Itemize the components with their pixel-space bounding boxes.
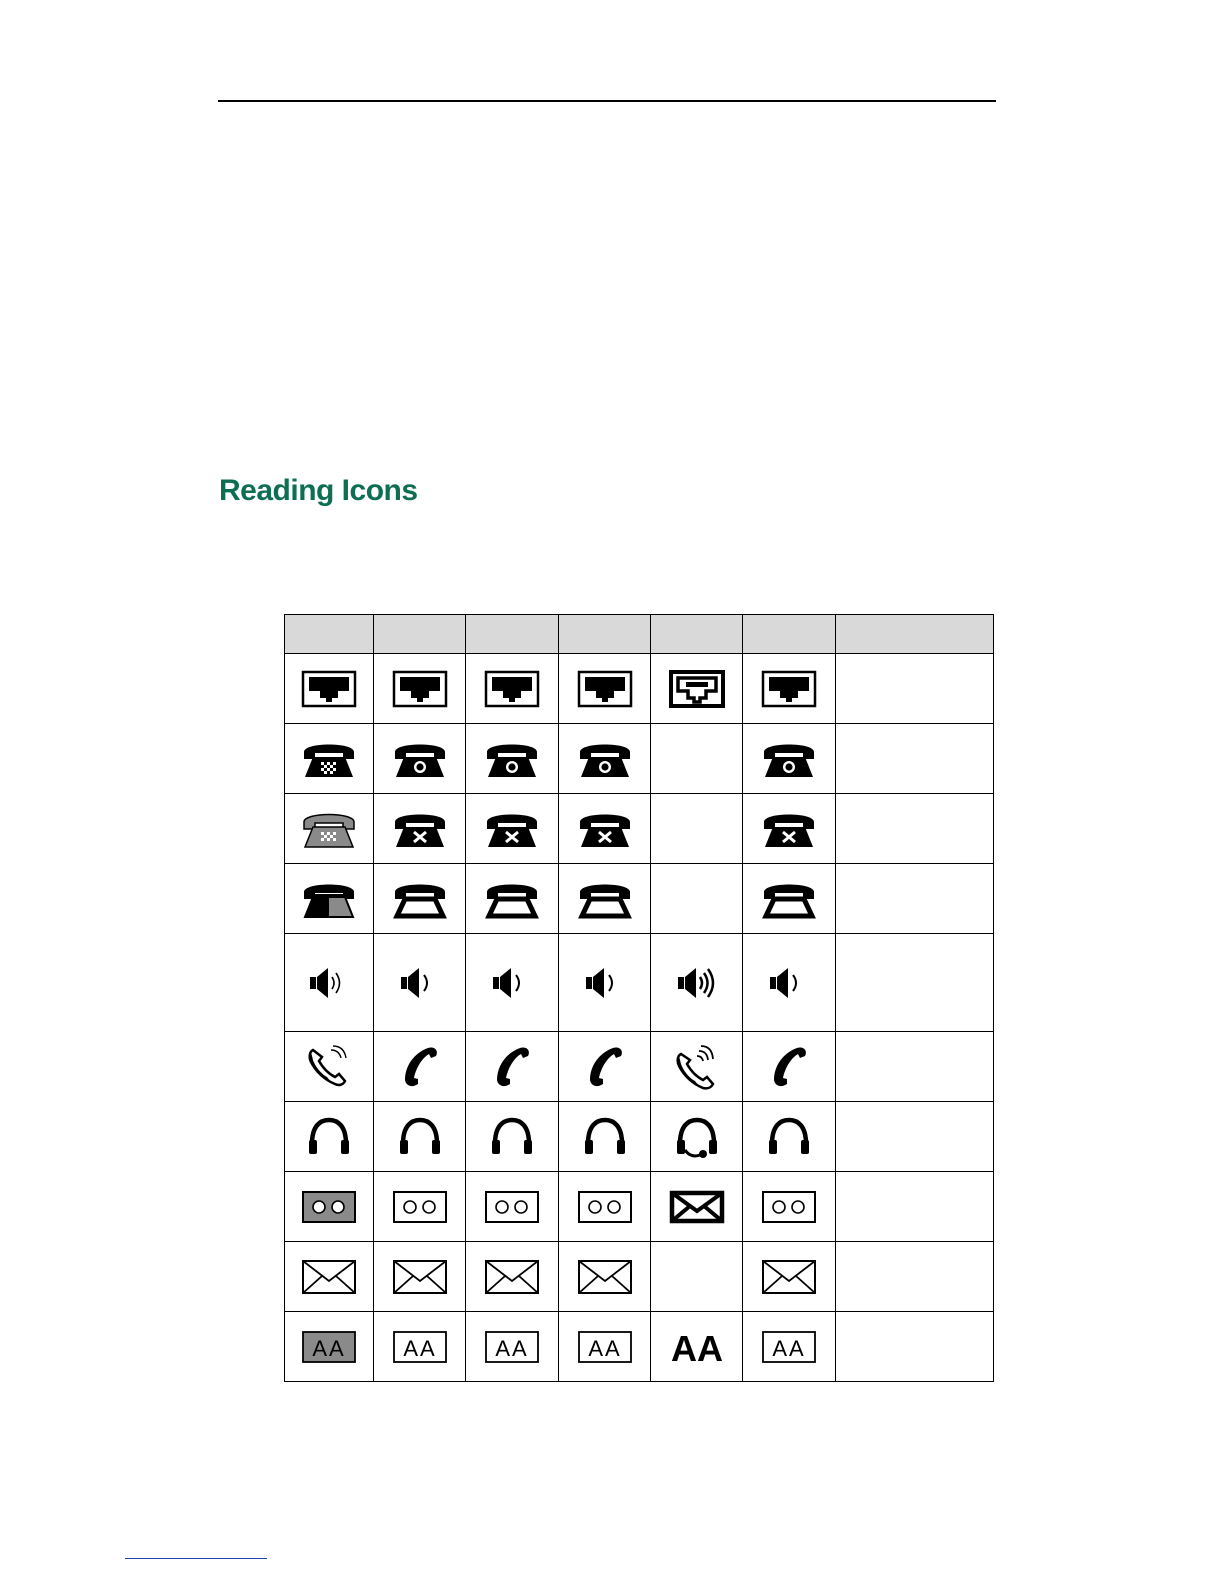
icon-cell <box>743 1032 836 1102</box>
handset-icon <box>583 1044 627 1090</box>
icon-cell <box>651 1032 743 1102</box>
description-cell <box>836 934 994 1032</box>
phone-x-icon <box>484 809 540 849</box>
icon-cell <box>651 724 743 794</box>
table-row <box>285 864 994 934</box>
icon-cell <box>559 1312 651 1382</box>
icon-cell <box>374 654 466 724</box>
phone-half-icon <box>301 879 357 919</box>
icon-cell <box>374 1032 466 1102</box>
phone-x-icon <box>761 809 817 849</box>
header-cell <box>374 615 466 654</box>
phone-circle-icon <box>392 739 448 779</box>
icon-cell <box>466 1312 559 1382</box>
svg-text:AA: AA <box>312 1335 346 1361</box>
table-row <box>285 1312 994 1382</box>
text-aa-bold-icon <box>669 1330 725 1364</box>
icon-cell <box>285 654 374 724</box>
speaker-icon <box>489 963 535 1003</box>
icon-cell <box>743 934 836 1032</box>
table-row <box>285 934 994 1032</box>
icon-cell <box>559 1102 651 1172</box>
network-icon <box>577 670 633 708</box>
phone-x-icon <box>577 809 633 849</box>
svg-text:AA: AA <box>587 1335 622 1361</box>
description-cell <box>836 864 994 934</box>
description-cell <box>836 1102 994 1172</box>
phone-outline-icon <box>484 879 540 919</box>
header-rule <box>218 100 996 102</box>
icon-cell <box>374 864 466 934</box>
svg-text:AA: AA <box>670 1329 723 1364</box>
description-cell <box>836 1242 994 1312</box>
icon-cell <box>374 934 466 1032</box>
headset-icon <box>767 1116 811 1158</box>
handset-icon <box>767 1044 811 1090</box>
icon-cell <box>559 864 651 934</box>
icon-cell <box>559 1242 651 1312</box>
icon-cell <box>285 1102 374 1172</box>
phone-keypad-icon <box>301 739 357 779</box>
voicemail-icon <box>392 1190 448 1224</box>
text-aa-icon <box>484 1330 540 1364</box>
network-icon <box>484 670 540 708</box>
icon-cell <box>743 1172 836 1242</box>
icon-cell <box>466 1032 559 1102</box>
icon-cell <box>651 864 743 934</box>
header-cell <box>466 615 559 654</box>
phone-circle-icon <box>761 739 817 779</box>
icon-cell <box>374 1172 466 1242</box>
icon-cell <box>374 1242 466 1312</box>
icon-cell <box>466 1102 559 1172</box>
description-cell <box>836 794 994 864</box>
description-cell <box>836 1172 994 1242</box>
table-header-row <box>285 615 994 654</box>
icon-cell <box>743 654 836 724</box>
envelope-icon <box>484 1259 540 1295</box>
icon-cell <box>285 1172 374 1242</box>
icon-cell <box>743 1242 836 1312</box>
icon-cell <box>743 1312 836 1382</box>
icon-cell <box>651 794 743 864</box>
phone-circle-icon <box>577 739 633 779</box>
phone-circle-icon <box>484 739 540 779</box>
icon-cell <box>651 1242 743 1312</box>
icon-cell <box>285 864 374 934</box>
table-row <box>285 1172 994 1242</box>
icon-cell <box>743 864 836 934</box>
handset-icon <box>490 1044 534 1090</box>
table-row <box>285 794 994 864</box>
envelope-icon <box>392 1259 448 1295</box>
icon-cell <box>466 654 559 724</box>
phone-keypad-gray-icon <box>301 809 357 849</box>
svg-text:AA: AA <box>495 1335 529 1361</box>
icon-cell <box>466 724 559 794</box>
handset-ring-icon <box>307 1044 351 1090</box>
phone-outline-icon <box>392 879 448 919</box>
network-icon <box>761 670 817 708</box>
icon-cell <box>466 934 559 1032</box>
speaker-icon <box>397 963 443 1003</box>
icon-cell <box>651 1312 743 1382</box>
icon-cell <box>559 1032 651 1102</box>
header-cell <box>285 615 374 654</box>
text-aa-icon <box>392 1330 448 1364</box>
speaker-icon <box>766 963 812 1003</box>
icon-cell <box>743 724 836 794</box>
icon-cell <box>651 1172 743 1242</box>
header-cell <box>651 615 743 654</box>
handset-ring-loud-icon <box>675 1044 719 1090</box>
header-cell <box>559 615 651 654</box>
icon-cell <box>285 1312 374 1382</box>
description-cell <box>836 1312 994 1382</box>
headset-mic-icon <box>675 1116 719 1158</box>
icon-cell <box>285 724 374 794</box>
icon-cell <box>285 1032 374 1102</box>
phone-outline-icon <box>577 879 633 919</box>
icon-cell <box>559 1172 651 1242</box>
headset-icon <box>490 1116 534 1158</box>
table-row <box>285 1032 994 1102</box>
svg-text:AA: AA <box>402 1335 437 1361</box>
description-cell <box>836 1032 994 1102</box>
header-cell <box>836 615 994 654</box>
text-aa-gray-icon <box>301 1330 357 1364</box>
section-heading: Reading Icons <box>219 474 418 507</box>
icon-table <box>284 614 994 1382</box>
icon-cell <box>559 654 651 724</box>
icon-cell <box>285 1242 374 1312</box>
footer-link-rule <box>125 1558 267 1559</box>
headset-icon <box>398 1116 442 1158</box>
icon-cell <box>466 1242 559 1312</box>
envelope-icon <box>577 1259 633 1295</box>
description-cell <box>836 724 994 794</box>
voicemail-icon <box>761 1190 817 1224</box>
icon-cell <box>466 864 559 934</box>
table-row <box>285 1102 994 1172</box>
handset-icon <box>398 1044 442 1090</box>
headset-icon <box>307 1116 351 1158</box>
network-bold-icon <box>669 670 725 708</box>
icon-cell <box>743 794 836 864</box>
table-row <box>285 1242 994 1312</box>
phone-outline-icon <box>761 879 817 919</box>
icon-cell <box>651 1102 743 1172</box>
icon-cell <box>374 1102 466 1172</box>
envelope-icon <box>301 1259 357 1295</box>
icon-cell <box>374 794 466 864</box>
network-icon <box>301 670 357 708</box>
text-aa-icon <box>761 1330 817 1364</box>
description-cell <box>836 654 994 724</box>
voicemail-gray-icon <box>301 1190 357 1224</box>
phone-x-icon <box>392 809 448 849</box>
voicemail-icon <box>577 1190 633 1224</box>
envelope-icon <box>761 1259 817 1295</box>
speaker-loud-icon <box>674 963 720 1003</box>
icon-cell <box>285 794 374 864</box>
network-icon <box>392 670 448 708</box>
text-aa-icon <box>577 1330 633 1364</box>
table-row <box>285 654 994 724</box>
svg-text:AA: AA <box>772 1335 806 1361</box>
speaker-icon <box>582 963 628 1003</box>
icon-cell <box>559 794 651 864</box>
table-row <box>285 724 994 794</box>
icon-cell <box>743 1102 836 1172</box>
voicemail-icon <box>484 1190 540 1224</box>
icon-cell <box>285 934 374 1032</box>
speaker-small-icon <box>306 963 352 1003</box>
envelope-bold-icon <box>669 1190 725 1224</box>
icon-cell <box>374 724 466 794</box>
icon-cell <box>651 934 743 1032</box>
headset-icon <box>583 1116 627 1158</box>
header-cell <box>743 615 836 654</box>
icon-cell <box>374 1312 466 1382</box>
icon-cell <box>466 794 559 864</box>
icon-cell <box>559 724 651 794</box>
icon-cell <box>559 934 651 1032</box>
icon-cell <box>466 1172 559 1242</box>
icon-cell <box>651 654 743 724</box>
